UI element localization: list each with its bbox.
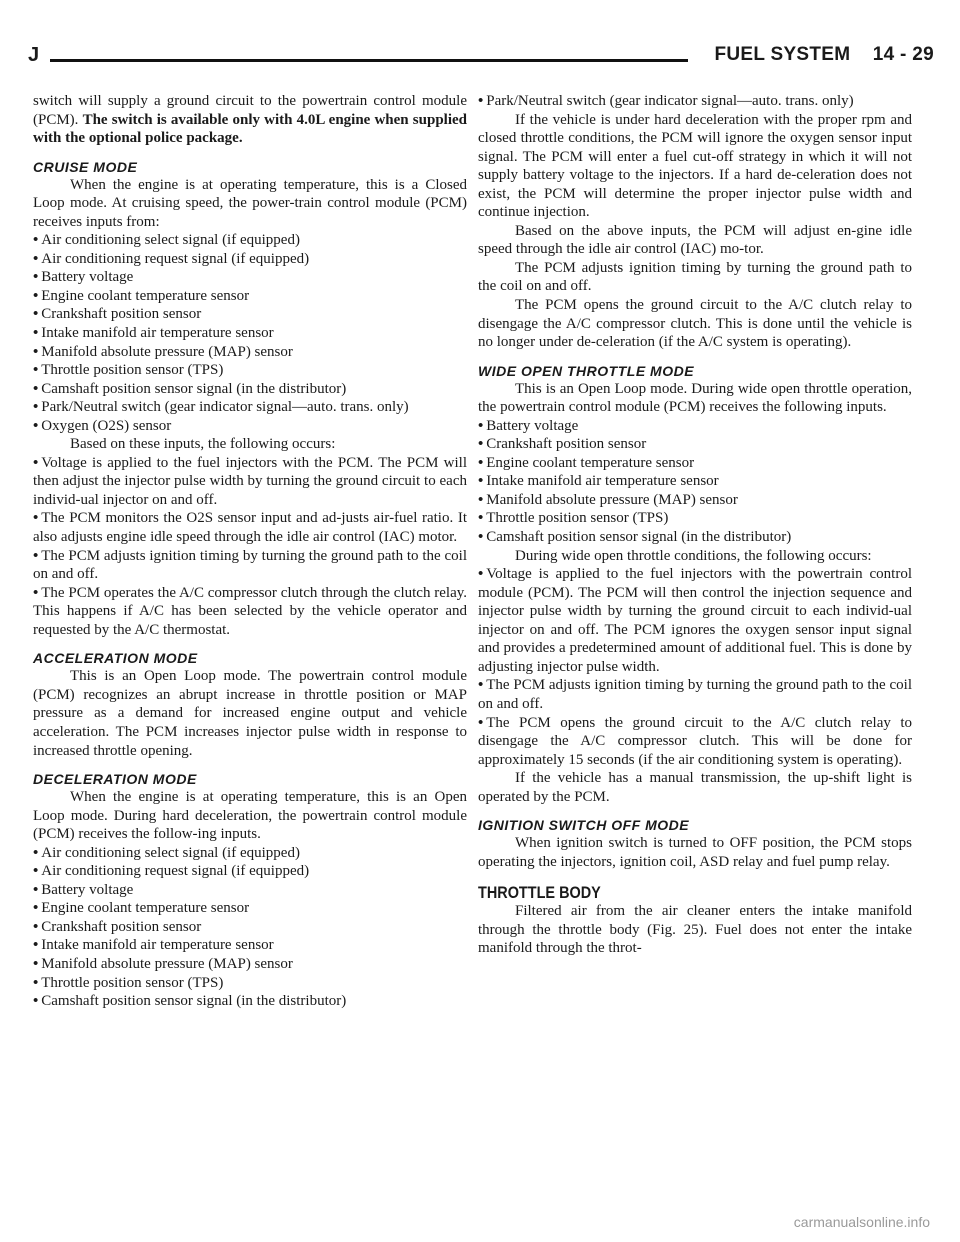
header-title — [714, 44, 934, 66]
list-item: • Battery voltage — [33, 881, 134, 898]
list-item: • The PCM adjusts ignition timing by turning the ground path to the coil on and off. — [478, 677, 912, 712]
list-item-text: Manifold absolute pressure (MAP) sensor — [41, 955, 293, 972]
list-item-text: The PCM monitors the O2S sensor input and ad-justs air-fuel ratio. It also adjusts engine idle speed through the idle air control (IAC) motor. — [33, 510, 467, 546]
list-item-text: Battery voltage — [486, 417, 579, 434]
list-item-text: Manifold absolute pressure (MAP) sensor — [41, 343, 293, 360]
list-item-text: Air conditioning select signal (if equipped) — [41, 844, 300, 861]
list-item: • The PCM opens the ground circuit to the A/C clutch relay to disengage the A/C compressor clutch. This will be done for approximately 15 seconds (if the air conditioning system is operating). — [478, 714, 912, 768]
list-item: • Engine coolant temperature sensor — [478, 454, 695, 471]
list-item: • The PCM operates the A/C compressor clutch through the clutch relay. This happens if A/C has been selected by the vehicle operator and requested by the A/C thermostat. — [33, 584, 467, 638]
page-number: 14 - 29 — [872, 44, 934, 65]
ignition-switch-off-heading: IGNITION SWITCH OFF MODE — [478, 817, 690, 834]
list-item-text: Air conditioning request signal (if equipped) — [41, 250, 310, 267]
list-item: • Park/Neutral switch (gear indicator signal—auto. trans. only) — [33, 399, 409, 416]
list-item-text: Intake manifold air temperature sensor — [41, 325, 274, 342]
list-item-text: Throttle position sensor (TPS) — [41, 362, 224, 379]
list-item-text: Engine coolant temperature sensor — [41, 287, 250, 304]
list-item-text: Crankshaft position sensor — [41, 918, 202, 935]
list-item: • Manifold absolute pressure (MAP) sensor — [478, 491, 738, 508]
list-item: • Air conditioning request signal (if equipped) — [33, 863, 310, 880]
list-item: • Voltage is applied to the fuel injectors with the powertrain control module (PCM). The PCM will then control the injection sequence and injector pulse width by turning the ground circuit to each individ-ual injector on and off. The PCM ignores the oxygen sensor input signal and provides a predetermined amount of additional fuel. This is done by adjusting injector pulse width. — [478, 566, 912, 675]
list-item-text: Intake manifold air temperature sensor — [41, 937, 274, 954]
list-item: • Crankshaft position sensor — [33, 918, 202, 935]
list-item: • Battery voltage — [478, 417, 579, 434]
list-item: • Air conditioning select signal (if equipped) — [33, 844, 300, 861]
list-item-text: Camshaft position sensor signal (in the distributor) — [41, 380, 347, 397]
list-item-text: Manifold absolute pressure (MAP) sensor — [486, 491, 738, 508]
list-item-text: Engine coolant temperature sensor — [486, 454, 695, 471]
list-item: • Intake manifold air temperature sensor — [33, 325, 274, 342]
list-item-text: Air conditioning request signal (if equipped) — [41, 863, 310, 880]
list-item: • Crankshaft position sensor — [33, 306, 202, 323]
list-item: • Throttle position sensor (TPS) — [33, 362, 224, 379]
list-item-text: Throttle position sensor (TPS) — [41, 974, 224, 991]
deceleration-paragraph: Based on the above inputs, the PCM will adjust en-gine idle speed through the idle air control (IAC) mo-tor. — [478, 222, 912, 258]
list-item-text: Oxygen (O2S) sensor — [41, 417, 172, 434]
ignition-switch-off-paragraph: When ignition switch is turned to OFF position, the PCM stops operating the injectors, ignition coil, ASD relay and fuel pump relay. — [478, 835, 912, 870]
list-item: • Camshaft position sensor signal (in the distributor) — [33, 380, 347, 397]
page-header — [28, 44, 934, 72]
list-item: • Camshaft position sensor signal (in the distributor) — [478, 529, 792, 546]
manual-transmission-paragraph: If the vehicle has a manual transmission, the up-shift light is operated by the PCM. — [478, 770, 912, 805]
list-item-text: Battery voltage — [41, 269, 134, 286]
list-item: • Throttle position sensor (TPS) — [33, 974, 224, 991]
list-item-text: The PCM adjusts ignition timing by turning the ground path to the coil on and off. — [33, 547, 467, 583]
list-item: • The PCM monitors the O2S sensor input and ad-justs air-fuel ratio. It also adjusts engine idle speed through the idle air control (IAC) motor. — [33, 510, 467, 546]
intro-text: switch will supply a ground circuit to the powertrain control module (PCM). — [33, 93, 467, 128]
deceleration-paragraph: The PCM adjusts ignition timing by turning the ground path to the coil on and off. — [478, 259, 912, 295]
list-item: • Camshaft position sensor signal (in the distributor) — [33, 993, 347, 1010]
list-item-text: Air conditioning select signal (if equipped) — [41, 232, 300, 249]
list-item-text: Intake manifold air temperature sensor — [486, 473, 719, 490]
deceleration-mode-paragraph: When the engine is at operating temperature, this is an Open Loop mode. During hard deceleration, the powertrain control module (PCM) receives the follow-ing inputs. — [33, 789, 467, 843]
list-item: • Engine coolant temperature sensor — [33, 287, 250, 304]
list-item: • Battery voltage — [33, 269, 134, 286]
deceleration-paragraph: If the vehicle is under hard deceleration with the proper rpm and closed throttle conditions, the PCM will ignore the oxygen sensor input signal. The PCM will enter a fuel cut-off strategy in which it will not supply battery voltage to the injectors. If a hard de-celeration does not exist, the PCM will determine the proper injector pulse width and continue injection. — [478, 111, 912, 221]
header-rule — [50, 59, 688, 62]
deceleration-mode-heading: DECELERATION MODE — [33, 771, 197, 788]
list-item-text: Throttle position sensor (TPS) — [486, 510, 669, 527]
intro-paragraph — [33, 92, 467, 148]
list-item-text: The PCM adjusts ignition timing by turning the ground path to the coil on and off. — [478, 677, 912, 712]
list-item: • Air conditioning select signal (if equipped) — [33, 232, 300, 249]
wot-during-paragraph: During wide open throttle conditions, the following occurs: — [515, 547, 872, 564]
list-item-text: Camshaft position sensor signal (in the distributor) — [41, 993, 347, 1010]
throttle-body-heading: THROTTLE BODY — [478, 883, 601, 903]
list-item: • Oxygen (O2S) sensor — [33, 417, 172, 434]
header-letter: J — [28, 44, 40, 66]
list-item: • Voltage is applied to the fuel injectors with the PCM. The PCM will then adjust the injector pulse width by turning the ground circuit to each individ-ual injector on and off. — [33, 454, 467, 508]
list-item: • Throttle position sensor (TPS) — [478, 510, 669, 527]
acceleration-mode-paragraph: This is an Open Loop mode. The powertrain control module (PCM) recognizes an abrupt increase in throttle position or MAP pressure as a demand for increased engine output and vehicle acceleration. The PCM increases injector pulse width in response to increased throttle opening. — [33, 668, 467, 759]
list-item-text: Voltage is applied to the fuel injectors with the PCM. The PCM will then adjust the injector pulse width by turning the ground circuit to each individ-ual injector on and off. — [33, 454, 467, 508]
watermark: carmanualsonline.info — [793, 1214, 930, 1230]
list-item: • Air conditioning request signal (if equipped) — [33, 250, 310, 267]
list-item-text: Camshaft position sensor signal (in the distributor) — [486, 529, 792, 546]
list-item: • Intake manifold air temperature sensor — [478, 473, 719, 490]
cruise-based-paragraph: Based on these inputs, the following occurs: — [70, 436, 336, 453]
list-item: • Engine coolant temperature sensor — [33, 900, 250, 917]
deceleration-paragraph: The PCM opens the ground circuit to the A/C clutch relay to disengage the A/C compressor clutch. This is done until the vehicle is no longer under de-celeration (if the A/C system is operating). — [478, 297, 912, 351]
list-item-text: The PCM opens the ground circuit to the A/C clutch relay to disengage the A/C compressor clutch. This will be done for approximately 15 seconds (if the air conditioning system is operating). — [478, 714, 912, 768]
list-item: • Crankshaft position sensor — [478, 436, 647, 453]
list-item: • Park/Neutral switch (gear indicator signal—auto. trans. only) — [478, 93, 854, 109]
list-item-text: Park/Neutral switch (gear indicator signal—auto. trans. only) — [41, 399, 409, 416]
wide-open-throttle-paragraph: This is an Open Loop mode. During wide open throttle operation, the powertrain control module (PCM) receives the following inputs. — [478, 380, 912, 416]
acceleration-mode-heading: ACCELERATION MODE — [33, 650, 198, 667]
right-column — [478, 92, 912, 958]
intro-bold-note: The switch is available only with 4.0L engine when supplied with the optional police package. — [33, 111, 467, 147]
list-item-text: Voltage is applied to the fuel injectors with the powertrain control module (PCM). The PCM will then control the injection sequence and injector pulse width by turning the ground circuit to each individ-ual injector on and off. The PCM ignores the oxygen sensor input signal and provides a predetermined amount of additional fuel. This is done by adjusting injector pulse width. — [478, 566, 912, 675]
cruise-mode-heading: CRUISE MODE — [33, 158, 138, 175]
list-item: • Intake manifold air temperature sensor — [33, 937, 274, 954]
list-item-text: Crankshaft position sensor — [41, 306, 202, 323]
list-item: • The PCM adjusts ignition timing by turning the ground path to the coil on and off. — [33, 547, 467, 583]
list-item: • Manifold absolute pressure (MAP) sensor — [33, 955, 293, 972]
list-item-text: The PCM operates the A/C compressor clutch through the clutch relay. This happens if A/C has been selected by the vehicle operator and requested by the A/C thermostat. — [33, 584, 467, 638]
list-item-text: Battery voltage — [41, 881, 134, 898]
list-item-text: Park/Neutral switch (gear indicator signal—auto. trans. only) — [486, 93, 854, 109]
cruise-mode-paragraph: When the engine is at operating temperature, this is a Closed Loop mode. At cruising speed, the power-train control module (PCM) receives inputs from: — [33, 176, 467, 230]
list-item: • Manifold absolute pressure (MAP) sensor — [33, 343, 293, 360]
section-title: FUEL SYSTEM — [714, 44, 851, 65]
list-item-text: Engine coolant temperature sensor — [41, 900, 250, 917]
wide-open-throttle-heading: WIDE OPEN THROTTLE MODE — [478, 362, 695, 379]
left-column — [33, 92, 467, 1011]
throttle-body-paragraph: Filtered air from the air cleaner enters the intake manifold through the throttle body (Fig. 25). Fuel does not enter the intake manifold through the throt- — [478, 903, 912, 957]
list-item-text: Crankshaft position sensor — [486, 436, 647, 453]
